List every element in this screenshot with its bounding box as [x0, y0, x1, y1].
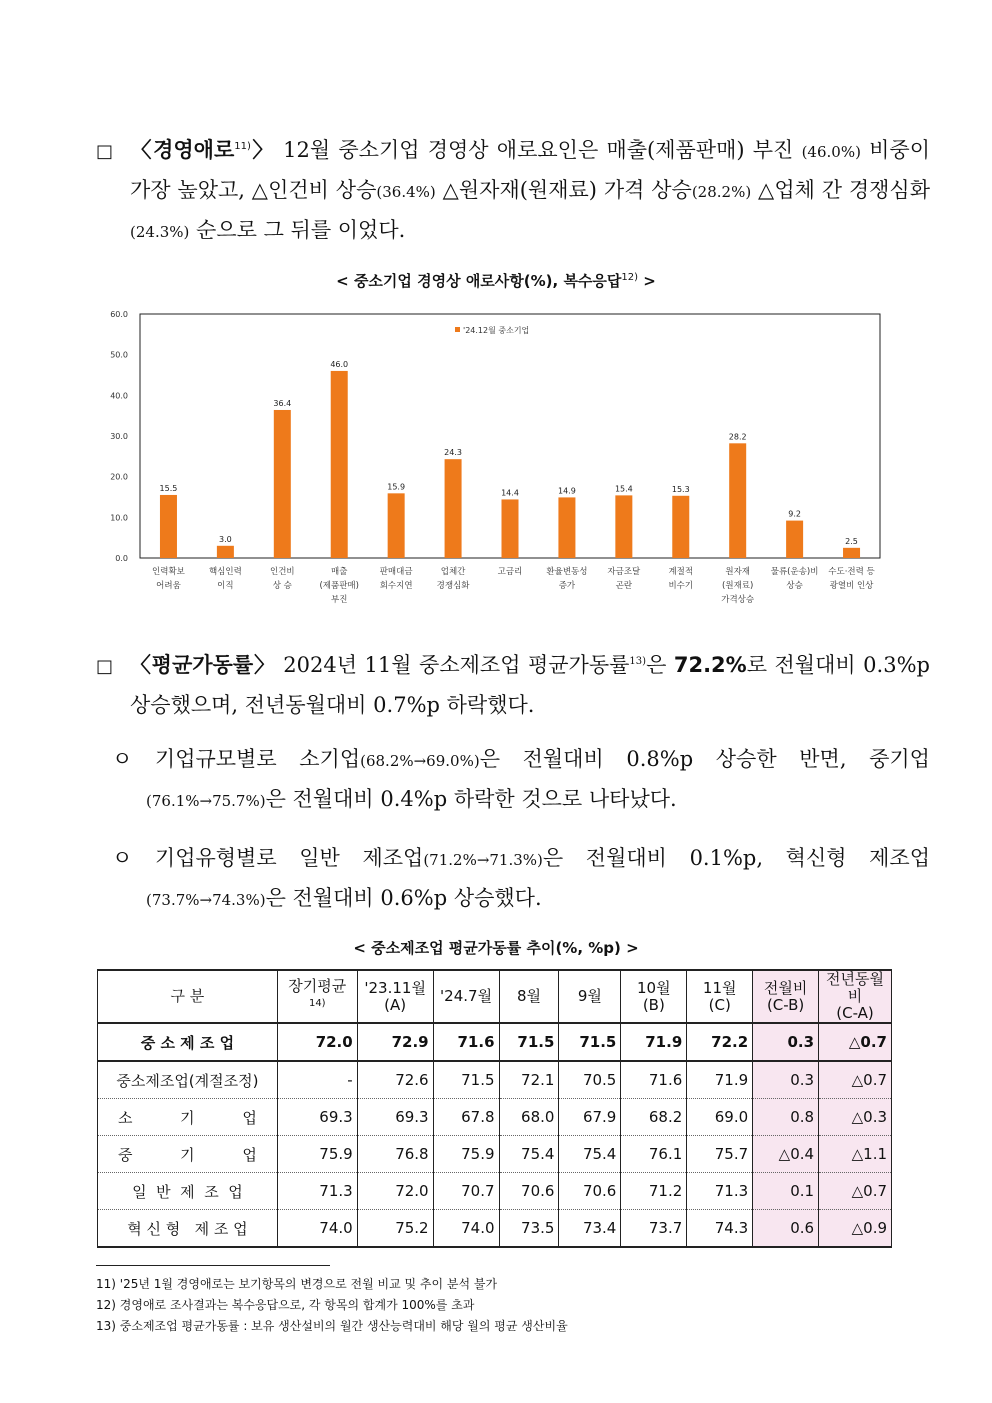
cell-label: 중소제조업(계절조정)	[98, 1061, 278, 1099]
x-category-label: 인력확보	[152, 567, 185, 577]
legend-swatch	[455, 327, 460, 332]
cell-mom: △0.4	[753, 1136, 819, 1173]
cell-sep: 73.4	[559, 1210, 621, 1248]
table-row	[98, 1023, 892, 1061]
cell-prev-year: 72.9	[357, 1023, 433, 1061]
x-category-label: 핵심인력	[208, 567, 242, 577]
bar	[558, 497, 575, 558]
cell-sep: 71.5	[559, 1023, 621, 1061]
cell-aug: 72.1	[499, 1061, 559, 1099]
bar-chart	[100, 306, 890, 618]
cell-label: 소 기 업	[98, 1099, 278, 1136]
bar-value-label: 28.2	[728, 432, 747, 442]
heading-difficulties: 〈경영애로$^{11)}$〉	[130, 138, 275, 162]
cell-prev-year: 72.0	[357, 1173, 433, 1210]
x-category-label: 상 승	[272, 581, 292, 591]
cell-prev-year: 72.6	[357, 1061, 433, 1099]
cell-long-term: 75.9	[277, 1136, 357, 1173]
cell-long-term: 71.3	[277, 1173, 357, 1210]
cell-sep: 75.4	[559, 1136, 621, 1173]
cell-nov: 69.0	[687, 1099, 753, 1136]
bar	[615, 495, 632, 558]
bar	[502, 499, 519, 558]
paragraph-utilization: □ 〈평균가동률〉 2024년 11월 중소제조업 평균가동률$^{13)}$은 72.2%로 전월대비 0.3%p 상승했으며, 전년동월대비 0.7%p 하락했다.	[96, 653, 930, 717]
cell-nov: 71.9	[687, 1061, 753, 1099]
cell-label: 중 기 업	[98, 1136, 278, 1173]
cell-oct: 73.7	[621, 1210, 687, 1248]
x-category-label: (원재료)	[722, 581, 754, 591]
y-tick-label: 30.0	[110, 432, 128, 441]
circle-bullet-icon: ㅇ	[112, 747, 133, 771]
x-category-label: 고금리	[497, 567, 523, 577]
header-category: 구 분	[98, 970, 278, 1023]
x-category-label: (제품판매)	[319, 581, 359, 591]
utilization-value: 72.2%	[673, 653, 747, 677]
cell-nov: 74.3	[687, 1210, 753, 1248]
cell-yoy: △0.3	[819, 1099, 892, 1136]
cell-label: 중 소 제 조 업	[98, 1023, 278, 1061]
x-category-label: 판매대금	[379, 567, 413, 577]
bullet-by-size: ㅇ 기업규모별로 소기업(68.2%→69.0%)은 전월대비 0.8%p 상승한 반면, 중기업 (76.1%→75.7%)은 전월대비 0.4%p 하락한 것으로 나타났다.	[112, 747, 930, 811]
table-row	[98, 1173, 892, 1210]
cell-nov: 75.7	[687, 1136, 753, 1173]
footnote-12: 12) 경영애로 조사결과는 복수응답으로, 각 항목의 합계가 100%를 초과	[96, 1298, 475, 1312]
x-category-label: 광열비 인상	[829, 581, 874, 591]
cell-yoy: △0.7	[819, 1023, 892, 1061]
cell-oct: 71.2	[621, 1173, 687, 1210]
x-category-label: 이직	[217, 581, 234, 591]
square-bullet-icon: □	[96, 141, 115, 162]
header-mom: 전월비 (C-B)	[753, 970, 819, 1023]
bar	[672, 496, 689, 558]
bar-value-label: 9.2	[788, 509, 801, 519]
y-tick-label: 0.0	[115, 554, 128, 563]
paragraph-business-difficulties: □ 〈경영애로$^{11)}$〉 12월 중소기업 경영상 애로요인은 매출(제품판매) 부진 (46.0%) 비중이 가장 높았고, △인건비 상승(36.4%) △원자재(원재료) 가격 상승(28.2%) △업체 간 경쟁심화(24.3%) 순으로 그 뒤를 이었다.	[96, 138, 931, 242]
header-oct: 10월 (B)	[621, 970, 687, 1023]
cell-jul: 70.7	[433, 1173, 499, 1210]
x-category-label: 수도·전력 등	[828, 567, 875, 577]
bar-value-label: 15.4	[614, 484, 633, 494]
x-category-label: 인건비	[269, 567, 295, 577]
cell-nov: 72.2	[687, 1023, 753, 1061]
cell-yoy: △0.9	[819, 1210, 892, 1248]
cell-long-term: 69.3	[277, 1099, 357, 1136]
x-category-label: 회수지연	[379, 581, 413, 591]
cell-jul: 74.0	[433, 1210, 499, 1248]
x-category-label: 가격상승	[721, 595, 755, 605]
header-prev-year: '23.11월 (A)	[357, 970, 433, 1023]
table-header-row	[98, 970, 892, 1023]
table-row	[98, 1210, 892, 1248]
bar-value-label: 46.0	[330, 359, 349, 369]
cell-nov: 71.3	[687, 1173, 753, 1210]
cell-yoy: △0.7	[819, 1173, 892, 1210]
cell-sep: 70.6	[559, 1173, 621, 1210]
bar	[843, 548, 860, 558]
cell-yoy: △0.7	[819, 1061, 892, 1099]
table-row	[98, 1136, 892, 1173]
bar	[786, 521, 803, 558]
bar-value-label: 2.5	[845, 536, 858, 546]
bar	[217, 546, 234, 558]
y-tick-label: 50.0	[110, 350, 128, 360]
bar	[445, 459, 462, 558]
cell-prev-year: 76.8	[357, 1136, 433, 1173]
x-category-label: 곤란	[615, 581, 633, 591]
table-caption: < 중소제조업 평균가동률 추이(%, %p) >	[353, 939, 639, 957]
bar	[331, 371, 348, 558]
footnote-divider	[96, 1265, 330, 1266]
cell-mom: 0.6	[753, 1210, 819, 1248]
cell-oct: 68.2	[621, 1099, 687, 1136]
x-category-label: 증가	[558, 581, 576, 591]
footnote-11: 11) '25년 1월 경영애로는 보기항목의 변경으로 전월 비교 및 추이 분석 불가	[96, 1277, 498, 1291]
y-tick-label: 20.0	[110, 472, 128, 482]
cell-jul: 71.5	[433, 1061, 499, 1099]
x-category-label: 계절적	[668, 567, 694, 577]
x-category-label: 자금조달	[607, 567, 641, 577]
cell-prev-year: 69.3	[357, 1099, 433, 1136]
bullet-by-type: ㅇ 기업유형별로 일반 제조업(71.2%→71.3%)은 전월대비 0.1%p, 혁신형 제조업 (73.7%→74.3%)은 전월대비 0.6%p 상승했다.	[112, 846, 930, 910]
x-category-label: 경쟁심화	[436, 581, 470, 591]
header-long-term: 장기평균$^{14)}$	[277, 970, 357, 1023]
bar-value-label: 14.9	[558, 486, 576, 496]
bar-value-label: 36.4	[273, 398, 292, 408]
x-category-label: 부진	[331, 595, 348, 605]
y-tick-label: 40.0	[110, 391, 128, 401]
cell-aug: 70.6	[499, 1173, 559, 1210]
square-bullet-icon: □	[96, 656, 114, 677]
cell-yoy: △1.1	[819, 1136, 892, 1173]
bar	[160, 495, 177, 558]
cell-mom: 0.1	[753, 1173, 819, 1210]
y-tick-label: 60.0	[110, 310, 128, 319]
cell-mom: 0.3	[753, 1061, 819, 1099]
cell-label: 혁 신 형 제 조 업	[98, 1210, 278, 1248]
cell-aug: 75.4	[499, 1136, 559, 1173]
header-aug: 8월	[499, 970, 559, 1023]
cell-prev-year: 75.2	[357, 1210, 433, 1248]
cell-oct: 76.1	[621, 1136, 687, 1173]
chart-caption: < 중소기업 경영상 애로사항(%), 복수응답$^{12)}$ >	[336, 272, 656, 290]
cell-aug: 73.5	[499, 1210, 559, 1248]
x-category-label: 물류(운송)비	[770, 567, 819, 577]
table-row	[98, 1061, 892, 1099]
cell-mom: 0.3	[753, 1023, 819, 1061]
utilization-table	[97, 969, 892, 1248]
x-category-label: 업체간	[440, 567, 466, 577]
bar	[274, 410, 291, 558]
cell-long-term: 72.0	[277, 1023, 357, 1061]
header-yoy: 전년동월비 (C-A)	[819, 970, 892, 1023]
cell-long-term: 74.0	[277, 1210, 357, 1248]
bar-value-label: 15.3	[671, 484, 690, 494]
x-category-label: 비수기	[668, 581, 694, 591]
table-row	[98, 1099, 892, 1136]
cell-long-term: -	[277, 1061, 357, 1099]
cell-jul: 67.8	[433, 1099, 499, 1136]
cell-sep: 67.9	[559, 1099, 621, 1136]
y-tick-label: 10.0	[110, 513, 128, 523]
legend-label: '24.12월 중소기업	[463, 326, 530, 335]
bar-value-label: 24.3	[444, 448, 462, 458]
x-category-label: 환율변동성	[546, 567, 588, 577]
bar-value-label: 3.0	[219, 534, 232, 544]
x-category-label: 원자재	[725, 567, 751, 577]
cell-jul: 75.9	[433, 1136, 499, 1173]
x-category-label: 매출	[331, 567, 348, 577]
header-jul: '24.7월	[433, 970, 499, 1023]
cell-sep: 70.5	[559, 1061, 621, 1099]
header-sep: 9월	[559, 970, 621, 1023]
cell-jul: 71.6	[433, 1023, 499, 1061]
header-nov: 11월 (C)	[687, 970, 753, 1023]
x-category-label: 어려움	[156, 581, 181, 591]
cell-oct: 71.6	[621, 1061, 687, 1099]
cell-mom: 0.8	[753, 1099, 819, 1136]
x-category-label: 상승	[786, 581, 803, 591]
bar	[388, 493, 405, 558]
cell-aug: 68.0	[499, 1099, 559, 1136]
bar-value-label: 14.4	[501, 488, 519, 498]
cell-oct: 71.9	[621, 1023, 687, 1061]
cell-label: 일 반 제 조 업	[98, 1173, 278, 1210]
circle-bullet-icon: ㅇ	[112, 846, 133, 870]
bar-value-label: 15.9	[387, 482, 406, 492]
footnote-13: 13) 중소제조업 평균가동률 : 보유 생산설비의 월간 생산능력대비 해당 월의 평균 생산비율	[96, 1319, 568, 1333]
cell-aug: 71.5	[499, 1023, 559, 1061]
bar	[729, 443, 746, 558]
heading-utilization: 〈평균가동률〉	[129, 653, 276, 677]
bar-value-label: 15.5	[159, 483, 178, 493]
